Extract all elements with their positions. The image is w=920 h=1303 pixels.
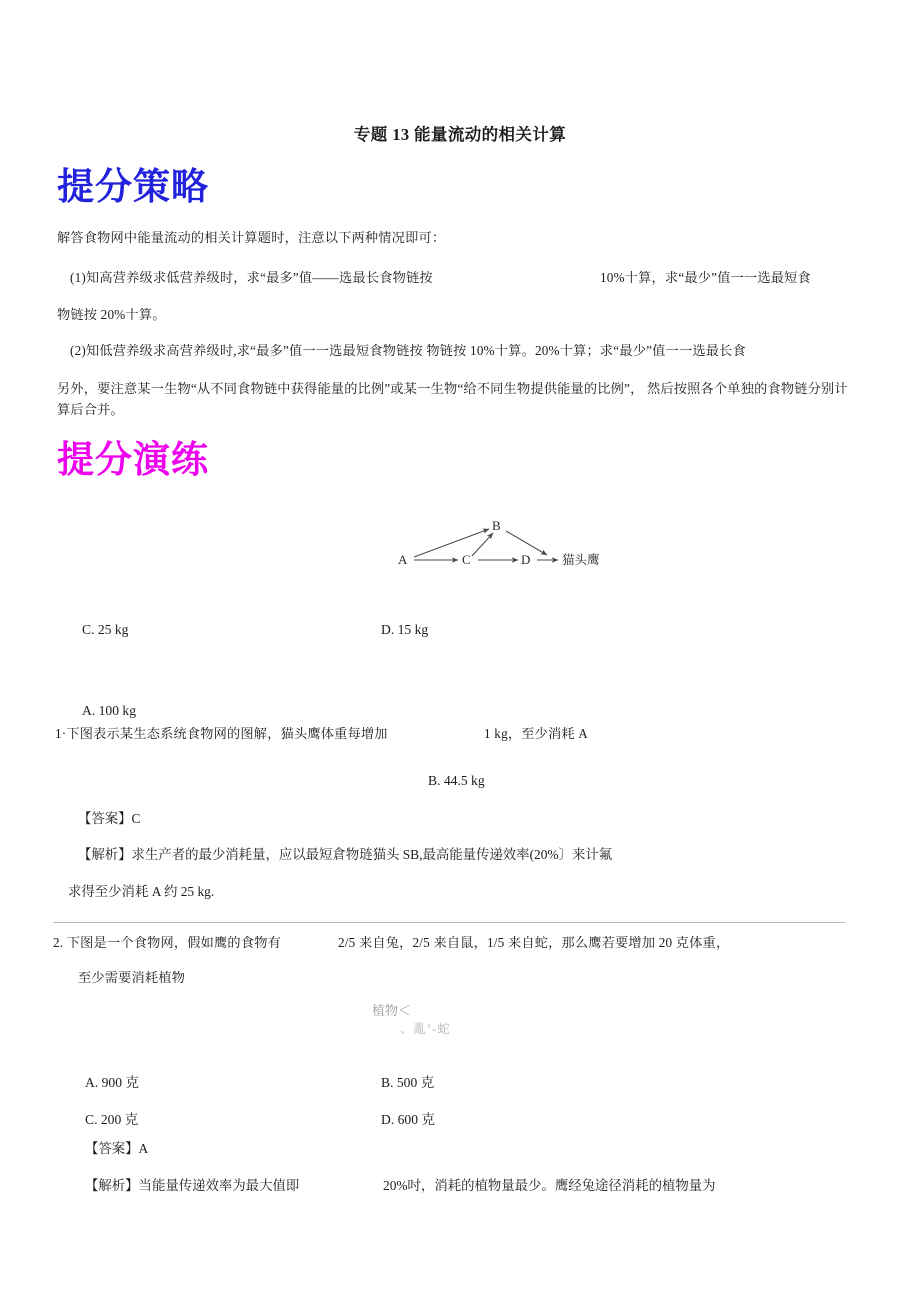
node-label-a: A [398, 552, 408, 567]
q1-option-a: A. 100 kg [82, 703, 136, 718]
strategy-intro: 解答食物网中能量流动的相关计算题时，注意以下两种情况即可： [57, 230, 446, 245]
q1-answer: 【答案】C [78, 811, 141, 826]
section-divider [53, 922, 845, 923]
q2-stem-left: 2. 下图是一个食物网，假如鹰的食物有 [53, 935, 281, 950]
node-label-c: C [462, 552, 471, 567]
strategy-note: 另外，要注意某一生物“从不同食物链中获得能量的比例”或某一生物“给不同生物提供能量的比例”， 然后按照各个单独的食物链分别计算后合并。 [57, 381, 848, 417]
q2-answer: 【答案】A [85, 1141, 149, 1156]
node-label-b: B [492, 518, 501, 533]
q2-option-c: C. 200 克 [85, 1112, 139, 1127]
q1-stem: 1·下图表示某生态系统食物网的图解，猫头鹰体重每增加 [55, 726, 388, 741]
node-label-owl: 猫头鹰 [562, 553, 600, 567]
q2-option-b: B. 500 克 [381, 1075, 435, 1090]
q1-explanation-line1: 【解析】求生产者的最少消耗量，应以最短倉物琏猫头 SB,最高能量传递效率(20%〕来计氟 [78, 847, 613, 862]
q2-option-d: D. 600 克 [381, 1112, 435, 1127]
q2-option-a: A. 900 克 [85, 1075, 139, 1090]
food-web-diagram-2 [372, 1000, 552, 1048]
section-heading-strategy: 提分策略 [57, 165, 209, 208]
food-web-edges [414, 529, 558, 560]
diagram2-line1: 植物＜ [372, 1003, 412, 1018]
q1-option-d: D. 15 kg [381, 622, 429, 637]
strategy-rule1-right: 10%十算，求“最少”值一一选最短食 [600, 270, 811, 285]
q2-explanation-left: 【解析】当能量传递效率为最大值即 [85, 1178, 300, 1193]
diagram2-line2: 、亂’-蛇 [400, 1022, 451, 1036]
food-web-diagram-1 [392, 516, 602, 578]
strategy-rule1-left: (1)知高营养级求低营养级时，求“最多”值——选最长食物链按 [70, 270, 433, 285]
page-title: 专题 13 能量流动的相关计算 [353, 125, 567, 144]
q2-stem-right: 2/5 来自兔，2/5 来自鼠，1/5 来自蛇，那么鹰若要增加 20 克体重， [338, 935, 730, 950]
q2-stem-continuation: 至少需要消耗植物 [78, 970, 186, 985]
strategy-rule2: (2)知低营养级求高营养级时,求“最多”值一一选最短食物链按 物链按 10%十算。20%十算；求“最少”值一一选最长食 [70, 343, 746, 358]
q1-explanation-line2: 求得至少消耗 A 约 25 kg. [68, 884, 215, 899]
node-label-d: D [521, 552, 531, 567]
strategy-rule1-continuation: 物链按 20%十算。 [57, 307, 166, 322]
q2-explanation-right: 20%吋，消耗的植物量最少。鹰经兔途径消耗的植物量为 [383, 1178, 716, 1193]
q1-stem-right: 1 kg，至少消耗 A [484, 726, 589, 741]
section-heading-practice: 提分演练 [57, 438, 209, 481]
q1-option-c: C. 25 kg [82, 622, 129, 637]
q1-option-b: B. 44.5 kg [428, 773, 485, 788]
